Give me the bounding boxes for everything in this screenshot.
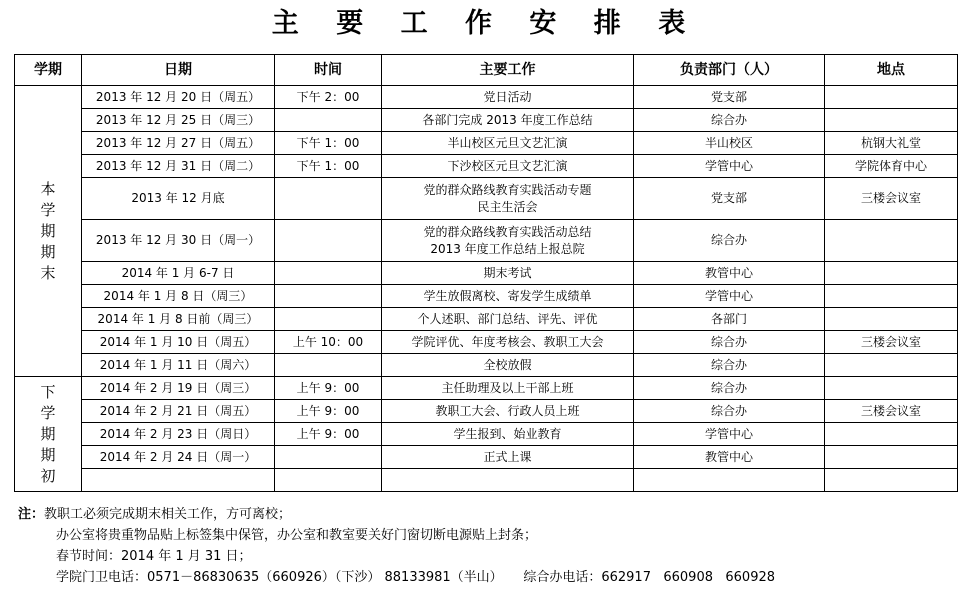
cell-work: 个人述职、部门总结、评先、评优 xyxy=(382,308,634,331)
cell-work: 党的群众路线教育实践活动专题 民主生活会 xyxy=(382,178,634,220)
cell-time xyxy=(275,109,382,132)
cell-time: 上午 9：00 xyxy=(275,423,382,446)
header-work: 主要工作 xyxy=(382,55,634,86)
note-line-3: 春节时间：2014 年 1 月 31 日； xyxy=(56,549,252,564)
cell-dept: 综合办 xyxy=(634,377,825,400)
cell-place xyxy=(825,285,958,308)
cell-work: 主任助理及以上干部上班 xyxy=(382,377,634,400)
cell-work: 正式上课 xyxy=(382,446,634,469)
header-row xyxy=(15,55,958,86)
cell-place xyxy=(825,308,958,331)
cell-dept: 综合办 xyxy=(634,354,825,377)
term-next-cell: 下 学 期 期 初 xyxy=(15,377,82,492)
cell-place: 杭钢大礼堂 xyxy=(825,132,958,155)
cell-place xyxy=(825,86,958,109)
cell-time xyxy=(275,308,382,331)
cell-time xyxy=(275,285,382,308)
table-row xyxy=(15,155,958,178)
cell-place xyxy=(825,354,958,377)
note-line-1: 注：教职工必须完成期末相关工作，方可离校； xyxy=(18,507,292,522)
cell-date: 2014 年 2 月 21 日（周五） xyxy=(82,400,275,423)
cell-work: 学生报到、始业教育 xyxy=(382,423,634,446)
cell-date: 2014 年 1 月 8 日（周三） xyxy=(82,285,275,308)
cell-place: 学院体育中心 xyxy=(825,155,958,178)
cell-date: 2014 年 1 月 11 日（周六） xyxy=(82,354,275,377)
table-row xyxy=(15,354,958,377)
cell-date: 2014 年 1 月 8 日前（周三） xyxy=(82,308,275,331)
cell-dept: 综合办 xyxy=(634,109,825,132)
cell-time xyxy=(275,220,382,262)
table-row xyxy=(15,308,958,331)
cell-work: 各部门完成 2013 年度工作总结 xyxy=(382,109,634,132)
cell-time: 上午 10：00 xyxy=(275,331,382,354)
table-row xyxy=(15,178,958,220)
cell-work: 学院评优、年度考核会、教职工大会 xyxy=(382,331,634,354)
header-term: 学期 xyxy=(15,55,82,86)
cell-date: 2013 年 12 月 20 日（周五） xyxy=(82,86,275,109)
cell-work: 期末考试 xyxy=(382,262,634,285)
table-row xyxy=(15,446,958,469)
cell-dept: 综合办 xyxy=(634,331,825,354)
cell-date xyxy=(82,469,275,492)
table-row-empty xyxy=(15,469,958,492)
cell-dept: 综合办 xyxy=(634,400,825,423)
cell-work: 全校放假 xyxy=(382,354,634,377)
cell-date: 2014 年 2 月 24 日（周一） xyxy=(82,446,275,469)
cell-dept: 学管中心 xyxy=(634,423,825,446)
cell-place xyxy=(825,262,958,285)
cell-place xyxy=(825,423,958,446)
cell-date: 2013 年 12 月 31 日（周二） xyxy=(82,155,275,178)
cell-work: 下沙校区元旦文艺汇演 xyxy=(382,155,634,178)
table-row xyxy=(15,400,958,423)
table-row xyxy=(15,132,958,155)
cell-dept: 学管中心 xyxy=(634,285,825,308)
schedule-table xyxy=(14,54,958,492)
page-title: 主 要 工 作 安 排 表 xyxy=(271,8,700,39)
cell-time xyxy=(275,354,382,377)
cell-time: 上午 9：00 xyxy=(275,400,382,423)
table-row xyxy=(15,109,958,132)
cell-date: 2013 年 12 月 25 日（周三） xyxy=(82,109,275,132)
header-dept: 负责部门（人） xyxy=(634,55,825,86)
cell-dept: 党支部 xyxy=(634,86,825,109)
cell-place xyxy=(825,469,958,492)
cell-time: 上午 9：00 xyxy=(275,377,382,400)
table-row xyxy=(15,285,958,308)
note-line-2: 办公室将贵重物品贴上标签集中保管，办公室和教室要关好门窗切断电源贴上封条； xyxy=(56,528,538,543)
cell-date: 2014 年 2 月 23 日（周日） xyxy=(82,423,275,446)
cell-dept: 综合办 xyxy=(634,220,825,262)
cell-time xyxy=(275,178,382,220)
cell-dept: 学管中心 xyxy=(634,155,825,178)
table-row xyxy=(15,86,958,109)
cell-place xyxy=(825,377,958,400)
notes-label: 注： xyxy=(18,507,45,522)
cell-place xyxy=(825,109,958,132)
header-place: 地点 xyxy=(825,55,958,86)
cell-work: 学生放假离校、寄发学生成绩单 xyxy=(382,285,634,308)
table-row xyxy=(15,423,958,446)
table-row xyxy=(15,220,958,262)
cell-time: 下午 2：00 xyxy=(275,86,382,109)
cell-place xyxy=(825,446,958,469)
cell-dept: 党支部 xyxy=(634,178,825,220)
cell-place: 三楼会议室 xyxy=(825,178,958,220)
cell-time: 下午 1：00 xyxy=(275,155,382,178)
cell-time xyxy=(275,469,382,492)
cell-date: 2013 年 12 月 27 日（周五） xyxy=(82,132,275,155)
cell-place: 三楼会议室 xyxy=(825,400,958,423)
cell-work: 教职工大会、行政人员上班 xyxy=(382,400,634,423)
cell-date: 2014 年 1 月 10 日（周五） xyxy=(82,331,275,354)
cell-time: 下午 1：00 xyxy=(275,132,382,155)
cell-work xyxy=(382,469,634,492)
table-row xyxy=(15,262,958,285)
note-line-4: 学院门卫电话：0571－86830635（660926）（下沙） 88133981（半山） 综合办电话：662917 660908 660928 xyxy=(56,570,776,585)
cell-time xyxy=(275,262,382,285)
cell-place: 三楼会议室 xyxy=(825,331,958,354)
cell-date: 2013 年 12 月 30 日（周一） xyxy=(82,220,275,262)
cell-dept: 教管中心 xyxy=(634,446,825,469)
term-end-cell: 本 学 期 期 末 xyxy=(15,86,82,377)
cell-date: 2014 年 2 月 19 日（周三） xyxy=(82,377,275,400)
cell-dept: 各部门 xyxy=(634,308,825,331)
cell-dept xyxy=(634,469,825,492)
notes-section xyxy=(18,504,958,588)
cell-dept: 教管中心 xyxy=(634,262,825,285)
cell-time xyxy=(275,446,382,469)
cell-dept: 半山校区 xyxy=(634,132,825,155)
header-date: 日期 xyxy=(82,55,275,86)
cell-place xyxy=(825,220,958,262)
cell-date: 2013 年 12 月底 xyxy=(82,178,275,220)
cell-work: 党日活动 xyxy=(382,86,634,109)
table-row xyxy=(15,377,958,400)
cell-work: 党的群众路线教育实践活动总结 2013 年度工作总结上报总院 xyxy=(382,220,634,262)
cell-work: 半山校区元旦文艺汇演 xyxy=(382,132,634,155)
table-row xyxy=(15,331,958,354)
header-time: 时间 xyxy=(275,55,382,86)
cell-date: 2014 年 1 月 6-7 日 xyxy=(82,262,275,285)
